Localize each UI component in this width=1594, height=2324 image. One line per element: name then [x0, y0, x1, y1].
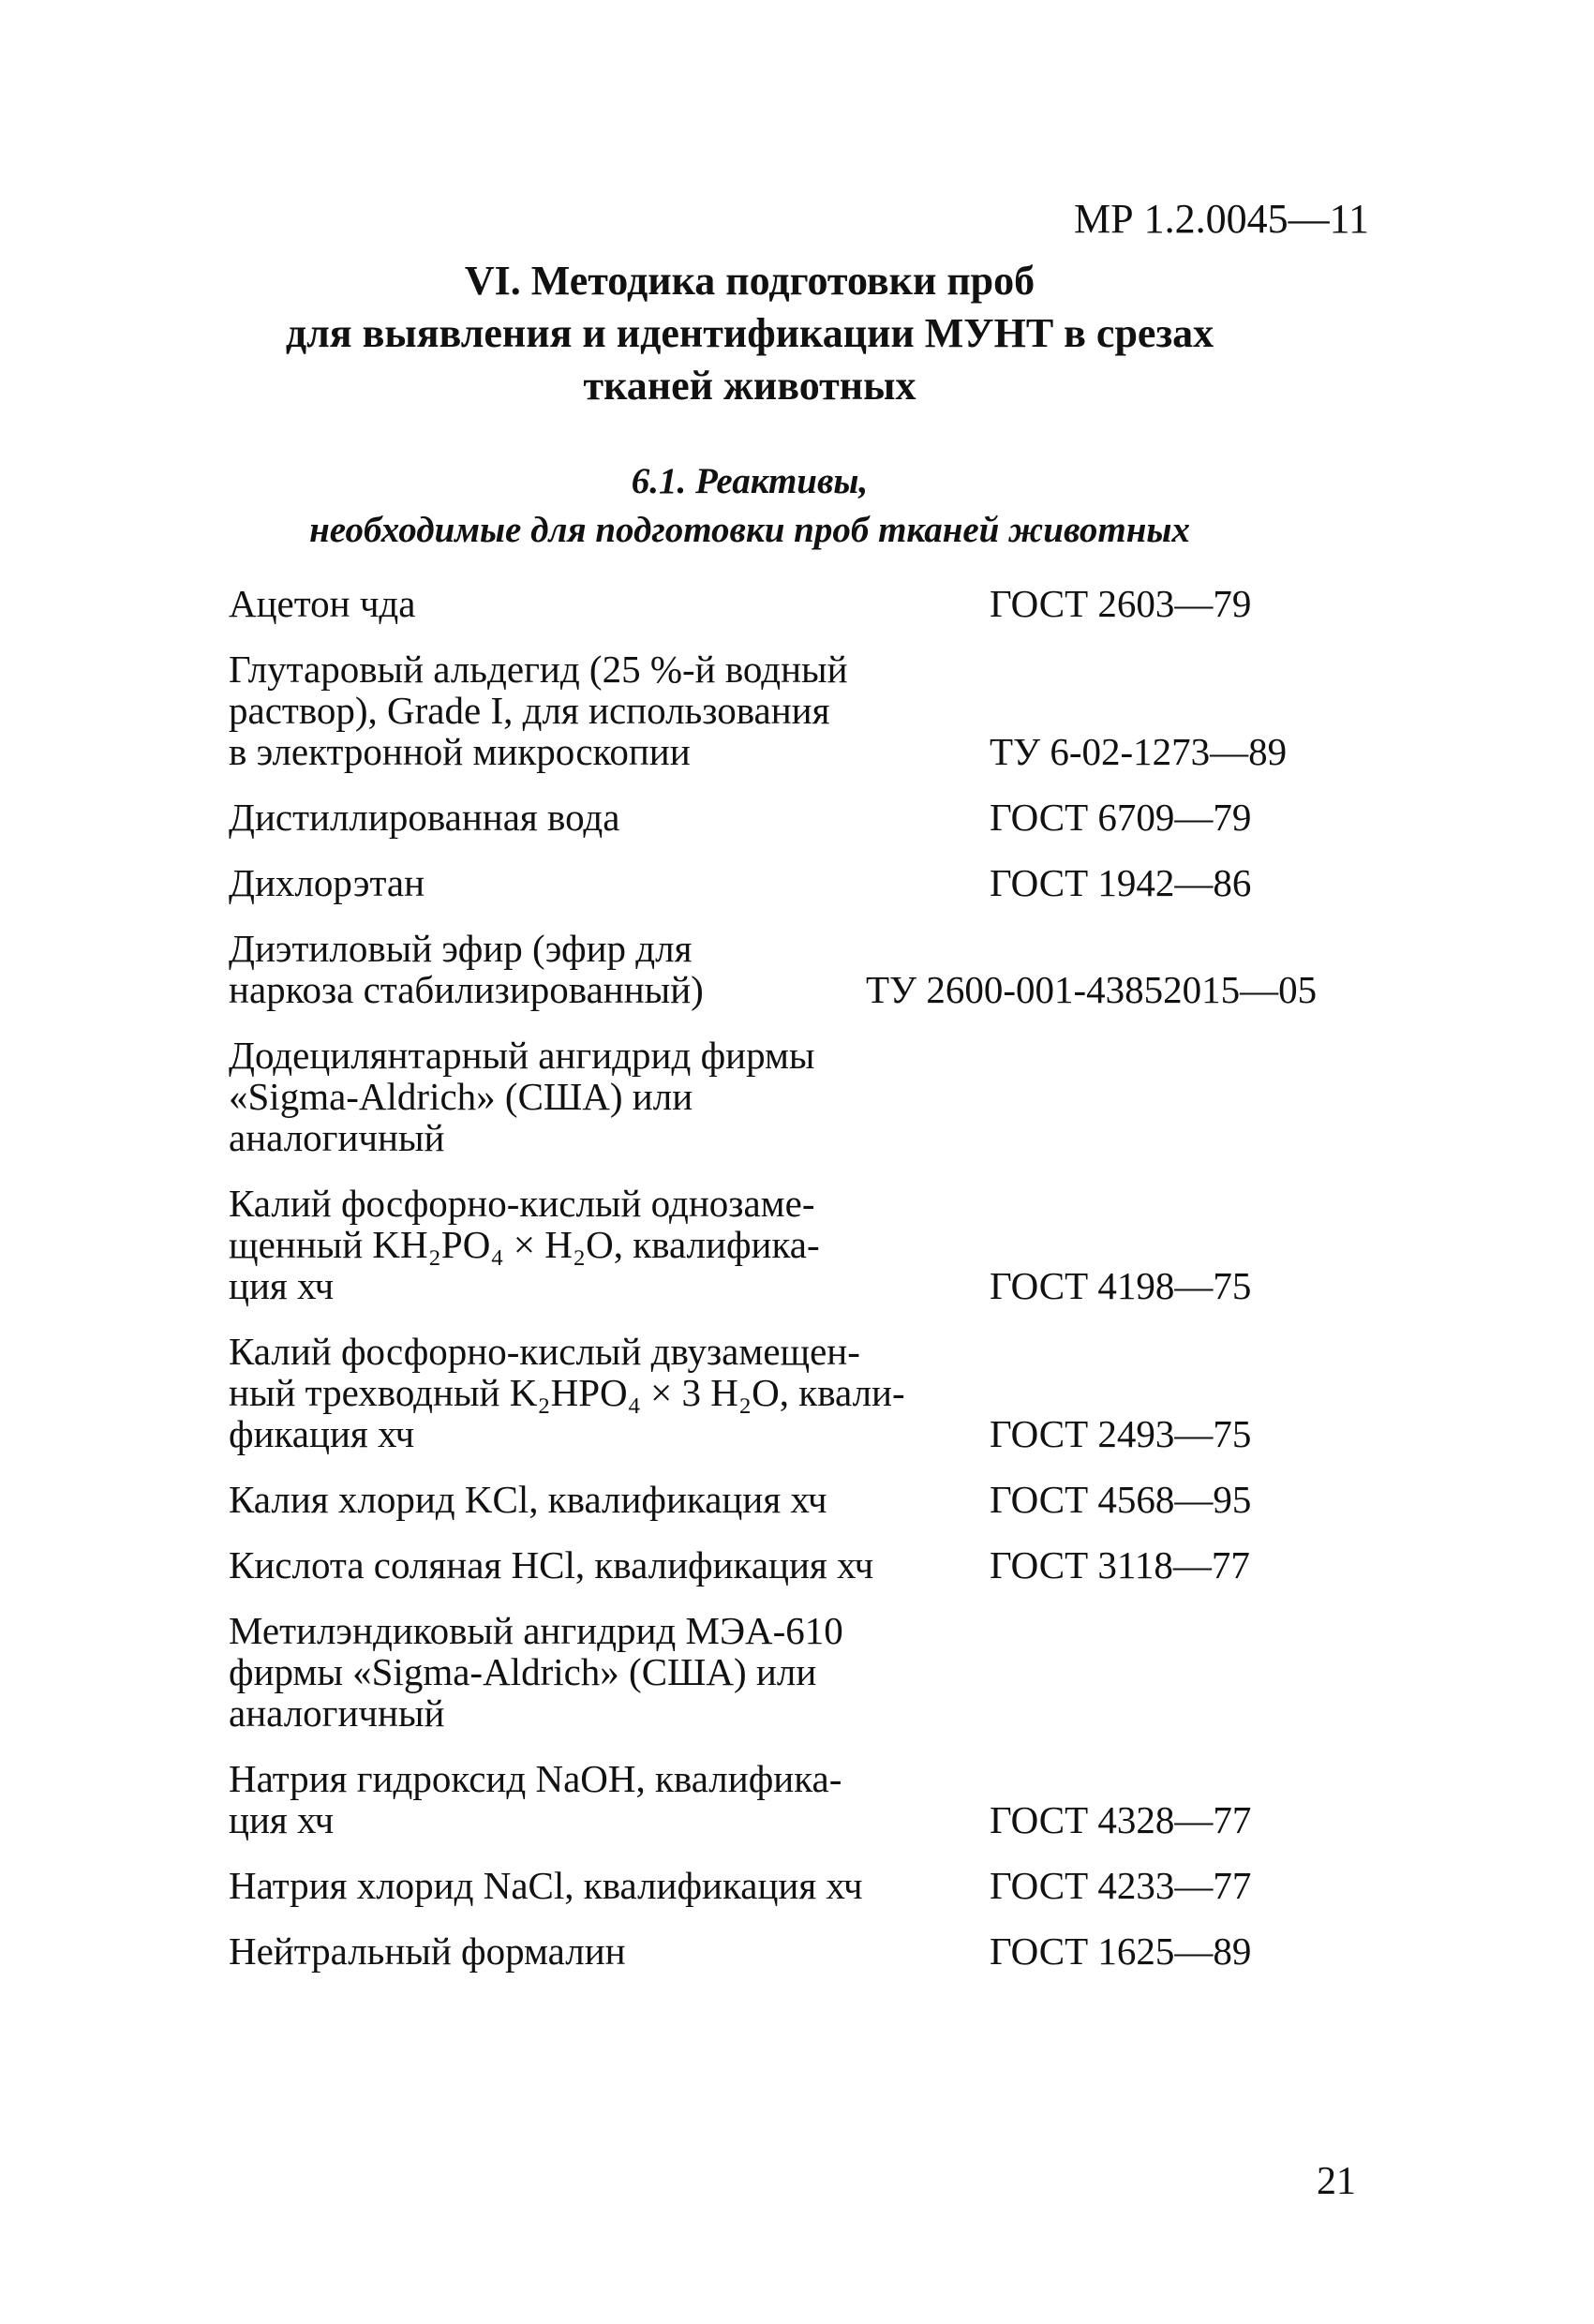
reagent-name-line: Натрия хлорид NaCl, квалификация хч: [229, 1864, 863, 1907]
reagent-name-line: ный трехводный K₂HPO₄ × 3 H₂O, квали-: [229, 1371, 905, 1414]
reagent-row: [229, 583, 1353, 624]
reagent-name-line: аналогичный: [229, 1116, 445, 1159]
section-title-line: 6.1. Реактивы,: [631, 461, 869, 501]
reagent-name-line: Додецилянтарный ангидрид фирмы: [229, 1034, 815, 1077]
reagent-name: [229, 862, 960, 903]
reagent-row: [229, 862, 1353, 903]
chapter-title-line: VI. Методика подготовки проб: [464, 258, 1035, 304]
reagent-row: [229, 1183, 1353, 1306]
reagent-name: [229, 797, 960, 838]
reagent-name: [229, 648, 960, 772]
reagent-name-line: фирмы «Sigma-Aldrich» (США) или: [229, 1650, 817, 1693]
reagent-name-line: Глутаровый альдегид (25 %-й водный: [229, 648, 848, 691]
reagent-name: [229, 583, 960, 624]
reagent-row: [229, 1930, 1353, 1972]
reagent-standard: ГОСТ 1942—86: [990, 861, 1252, 904]
reagent-standard: ГОСТ 6709—79: [990, 796, 1252, 839]
reagent-name: [229, 1479, 960, 1520]
reagent-name-line: фикация хч: [229, 1412, 415, 1455]
reagent-row: [229, 648, 1353, 772]
reagent-name: [229, 1758, 960, 1840]
reagent-name-line: Диэтиловый эфир (эфир для: [229, 927, 693, 970]
reagent-standard: ГОСТ 2493—75: [990, 1412, 1252, 1455]
page-number: 21: [1317, 2160, 1356, 2203]
chapter-title-line: для выявления и идентификации МУНТ в срезах: [285, 310, 1214, 356]
reagent-row: [229, 1479, 1353, 1520]
document-code: МР 1.2.0045—11: [1074, 196, 1369, 242]
reagent-name: [229, 1610, 960, 1734]
reagent-name: [229, 928, 960, 1010]
reagent-row: [229, 1610, 1353, 1734]
reagent-name-line: Калий фосфорно-кислый однозаме-: [229, 1182, 815, 1225]
reagent-name-line: раствор), Grade I, для использования: [229, 689, 830, 732]
reagent-name-line: ция хч: [229, 1264, 335, 1307]
reagent-name-line: Дихлорэтан: [229, 861, 425, 904]
reagent-name: [229, 1930, 960, 1972]
chapter-title: [225, 255, 1274, 412]
reagent-name-line: Кислота соляная HCl, квалификация хч: [229, 1543, 874, 1587]
reagent-list: [229, 583, 1353, 1996]
reagent-standard: ГОСТ 4568—95: [990, 1478, 1252, 1521]
reagent-name-line: Ацетон чда: [229, 582, 416, 625]
reagent-name-line: в электронной микроскопии: [229, 730, 691, 773]
reagent-standard: ГОСТ 4198—75: [990, 1264, 1252, 1307]
reagent-standard: ГОСТ 4328—77: [990, 1798, 1252, 1841]
reagent-standard: ГОСТ 4233—77: [990, 1864, 1252, 1907]
reagent-standard: ТУ 2600-001-43852015—05: [866, 968, 1318, 1011]
reagent-row: [229, 1758, 1353, 1840]
reagent-row: [229, 928, 1353, 1010]
reagent-name-line: Дистиллированная вода: [229, 796, 620, 839]
reagent-row: [229, 1544, 1353, 1586]
reagent-name-line: аналогичный: [229, 1691, 445, 1735]
reagent-standard: ТУ 6-02-1273—89: [990, 730, 1288, 773]
reagent-row: [229, 1331, 1353, 1454]
reagent-row: [229, 1035, 1353, 1158]
reagent-name-line: Калий фосфорно-кислый двузамещен-: [229, 1330, 860, 1373]
reagent-name: [229, 1544, 960, 1586]
reagent-name-line: Натрия гидроксид NaOH, квалифика-: [229, 1757, 842, 1800]
reagent-standard: ГОСТ 1625—89: [990, 1929, 1252, 1973]
reagent-standard: ГОСТ 3118—77: [990, 1543, 1250, 1587]
reagent-name-line: Метилэндиковый ангидрид МЭА-610: [229, 1609, 843, 1652]
reagent-name-line: ция хч: [229, 1798, 335, 1841]
reagent-row: [229, 797, 1353, 838]
reagent-name: [229, 1035, 960, 1158]
reagent-standard: ГОСТ 2603—79: [990, 582, 1252, 625]
reagent-name-line: щенный KH₂PO₄ × H₂O, квалифика-: [229, 1223, 820, 1266]
reagent-name: [229, 1865, 960, 1906]
reagent-name: [229, 1331, 960, 1454]
chapter-title-line: тканей животных: [583, 363, 916, 409]
reagent-name-line: Калия хлорид KCl, квалификация хч: [229, 1478, 827, 1521]
section-title-line: необходимые для подготовки проб тканей животных: [309, 510, 1190, 550]
section-title: [225, 457, 1274, 555]
reagent-name-line: Нейтральный формалин: [229, 1929, 626, 1973]
reagent-name-line: наркоза стабилизированный): [229, 968, 704, 1011]
reagent-name: [229, 1183, 960, 1306]
reagent-name-line: «Sigma-Aldrich» (США) или: [229, 1075, 693, 1118]
reagent-row: [229, 1865, 1353, 1906]
